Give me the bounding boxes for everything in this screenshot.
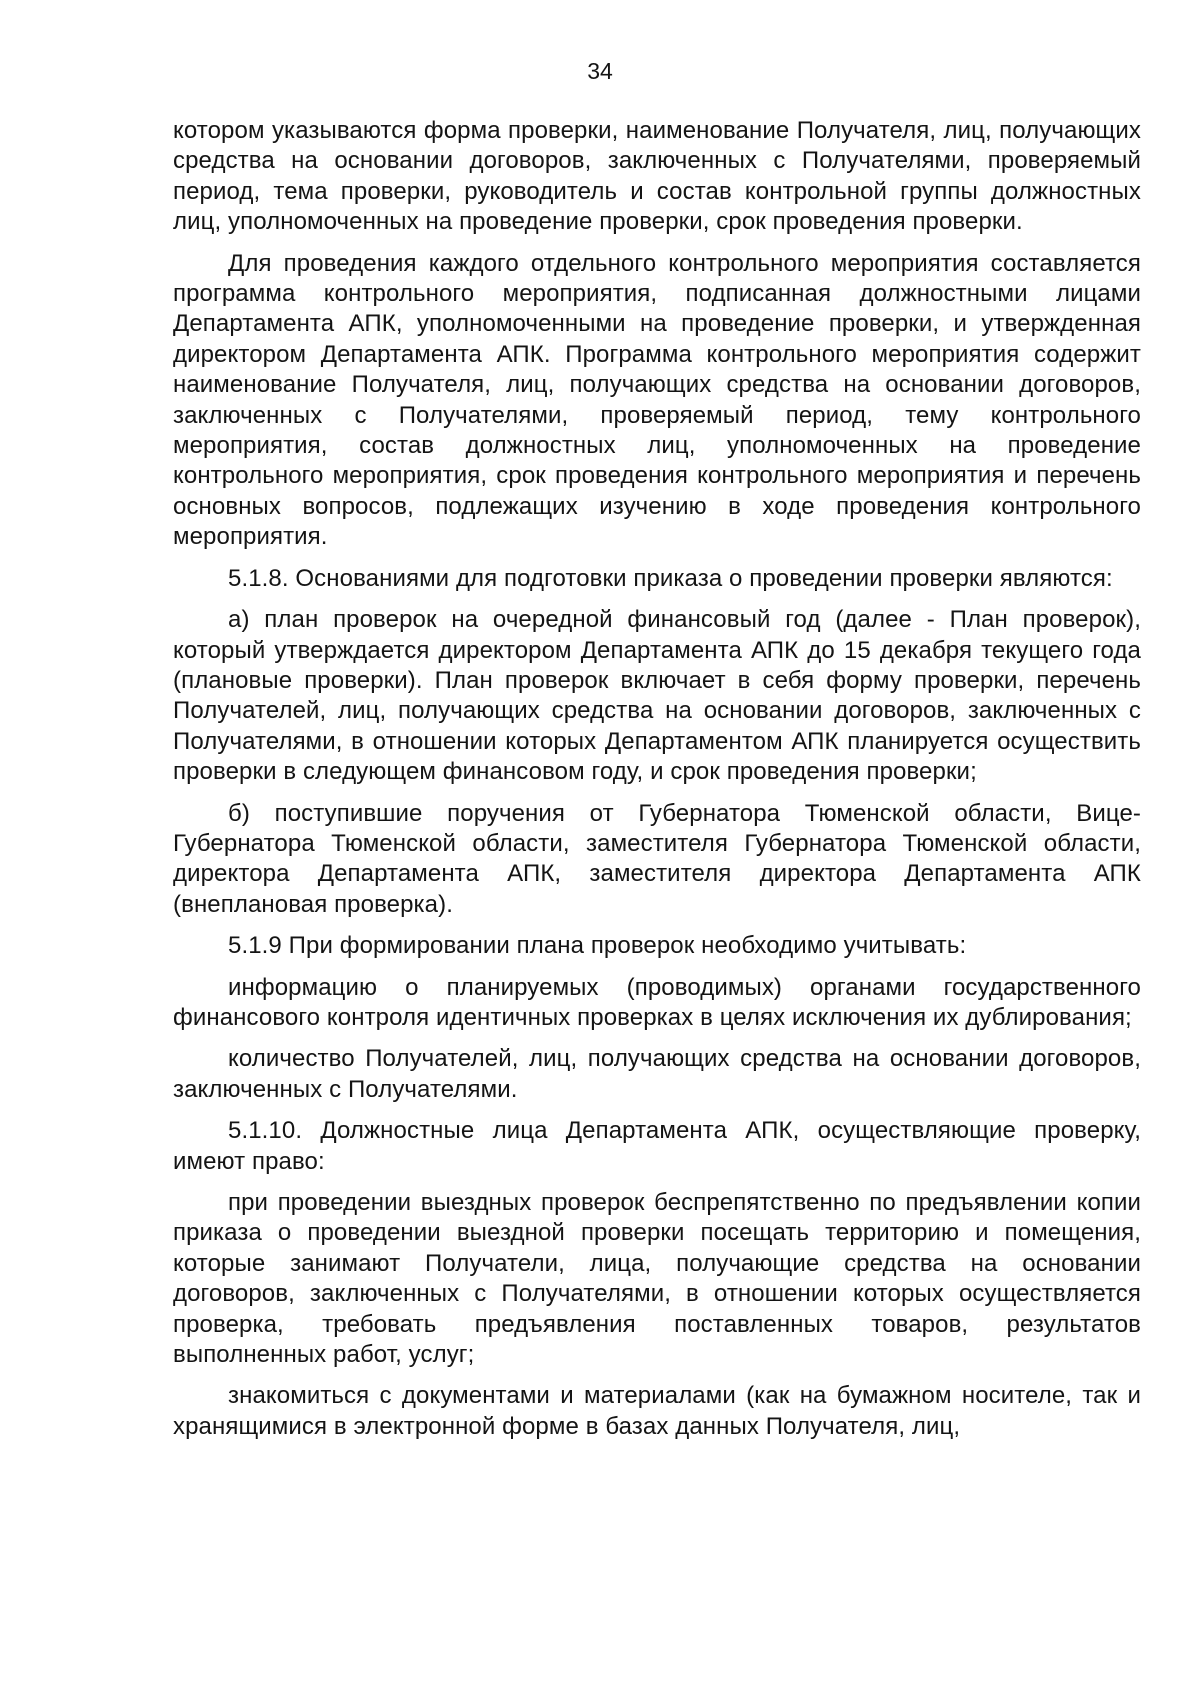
paragraph-item-b: б) поступившие поручения от Губернатора Тюменской области, Вице-Губернатора Тюменской области, заместителя Губернатора Тюменской области, директора Департамента АПК, заместителя директора Департамента АПК (внеплановая проверка).	[173, 799, 1141, 918]
paragraph-number-of-recipients: количество Получателей, лиц, получающих средства на основании договоров, заключенных с Получателями.	[173, 1045, 1141, 1103]
paragraph-onsite-rights: при проведении выездных проверок беспрепятственно по предъявлении копии приказа о проведении выездной проверки посещать территорию и помещения, которые занимают Получатели, лица, получающие средства на основании договоров, заключенных с Получателями, в отношении которых осуществляется проверка, требовать предъявления поставленных товаров, результатов выполненных работ, услуг;	[173, 1189, 1141, 1369]
paragraph-item-a: а) план проверок на очередной финансовый год (далее - План проверок), который утверждается директором Департамента АПК до 15 декабря текущего года (плановые проверки). План проверок включает в себя форму проверки, перечень Получателей, лиц, получающих средства на основании договоров, заключенных с Получателями, в отношении которых Департаментом АПК планируется осуществить проверки в следующем финансовом году, и срок проведения проверки;	[173, 606, 1141, 786]
paragraph-5-1-9: 5.1.9 При формировании плана проверок необходимо учитывать:	[228, 932, 967, 960]
page-number: 34	[587, 58, 613, 84]
paragraph-documents-access: знакомиться с документами и материалами (как на бумажном носителе, так и хранящимися в электронной форме в базах данных Получателя, лиц,	[173, 1382, 1141, 1440]
paragraph-info-planned-checks: информацию о планируемых (проводимых) органами государственного финансового контроля идентичных проверках в целях исключения их дублирования;	[173, 973, 1141, 1031]
paragraph-5-1-8: 5.1.8. Основаниями для подготовки приказа о проведении проверки являются:	[228, 564, 1113, 592]
document-body	[173, 116, 1141, 1453]
paragraph-5-1-10: 5.1.10. Должностные лица Департамента АПК, осуществляющие проверку, имеют право:	[173, 1117, 1141, 1175]
paragraph-control-program: Для проведения каждого отдельного контрольного мероприятия составляется программа контрольного мероприятия, подписанная должностными лицами Департамента АПК, уполномоченными на проведение проверки, и утвержденная директором Департамента АПК. Программа контрольного мероприятия содержит наименование Получателя, лиц, получающих средства на основании договоров, заключенных с Получателями, проверяемый период, тему контрольного мероприятия, состав должностных лиц, уполномоченных на проведение контрольного мероприятия, срок проведения контрольного мероприятия и перечень основных вопросов, подлежащих изучению в ходе проведения контрольного мероприятия.	[173, 249, 1141, 551]
paragraph-continuation: котором указываются форма проверки, наименование Получателя, лиц, получающих средства на основании договоров, заключенных с Получателями, проверяемый период, тема проверки, руководитель и состав контрольной группы должностных лиц, уполномоченных на проведение проверки, срок проведения проверки.	[173, 117, 1141, 236]
